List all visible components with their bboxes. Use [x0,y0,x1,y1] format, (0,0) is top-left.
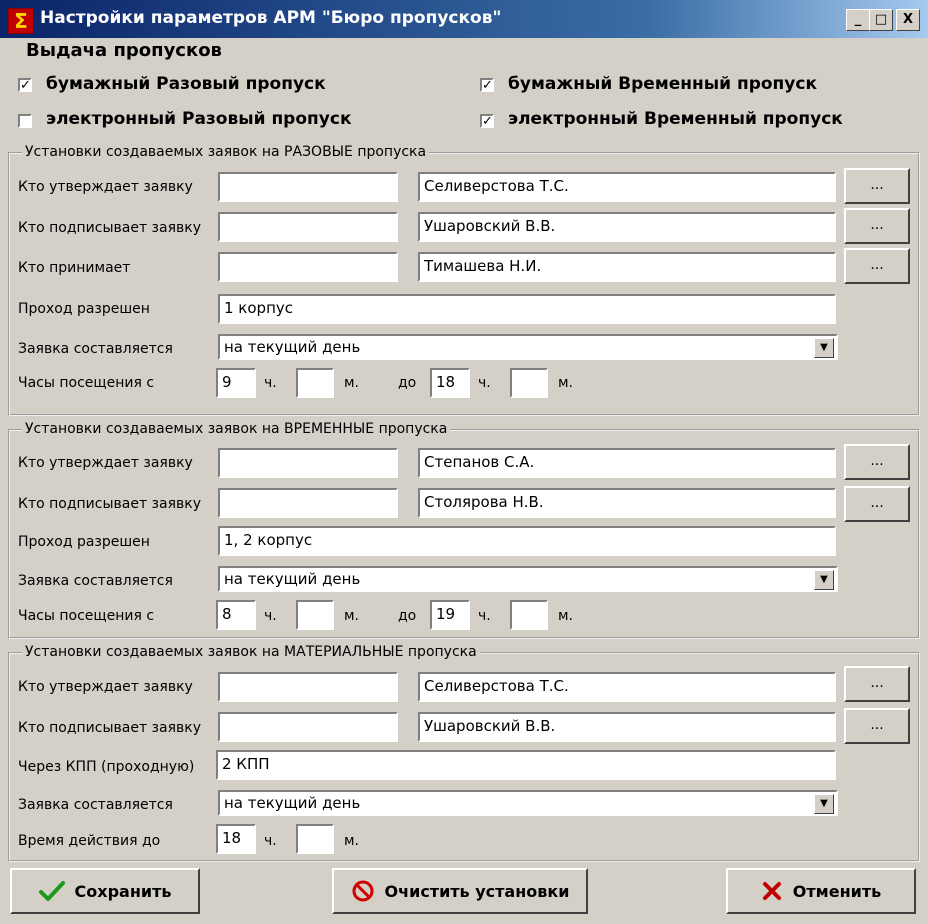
hours-label: Часы посещения с [18,375,155,391]
kpp-input[interactable]: 2 КПП [216,750,836,780]
from-hour-input[interactable]: 9 [216,368,256,398]
approver-browse-button[interactable]: ... [844,168,910,204]
checkbox-paper-temporary[interactable] [480,78,494,92]
approver-code-input[interactable] [218,172,398,202]
check-mark-icon: ✓ [20,78,31,93]
minute-unit: м. [558,375,574,391]
hour-unit: ч. [478,608,491,624]
window-title: Настройки параметров АРМ "Бюро пропусков" [40,8,502,28]
save-button[interactable] [10,868,200,914]
cancel-button-label: Отменить [792,881,882,901]
composed-label: Заявка составляется [18,341,173,357]
approver-code-input[interactable] [218,672,398,702]
hour-unit: ч. [264,375,277,391]
acceptor-code-input[interactable] [218,252,398,282]
issue-heading: Выдача пропусков [26,40,222,61]
temporary-pass-group-title: Установки создаваемых заявок на ВРЕМЕННЫЕ пропуска [22,421,450,437]
close-icon [761,880,783,902]
signs-label: Кто подписывает заявку [18,220,201,236]
signs-label: Кто подписывает заявку [18,720,201,736]
composed-select[interactable] [218,334,838,360]
signer-browse-button[interactable]: ... [844,708,910,744]
clear-settings-button[interactable] [332,868,588,914]
composed-select-value: на текущий день [224,794,361,812]
from-hour-input[interactable]: 8 [216,600,256,630]
clear-settings-button-label: Очистить установки [384,881,570,901]
approver-browse-button[interactable]: ... [844,444,910,480]
check-mark-icon: ✓ [482,78,493,93]
acceptor-browse-button[interactable]: ... [844,248,910,284]
signer-code-input[interactable] [218,712,398,742]
checkbox-electronic-single[interactable] [18,114,32,128]
checkbox-electronic-temporary[interactable] [480,114,494,128]
signer-code-input[interactable] [218,488,398,518]
via-kpp-label: Через КПП (проходную) [18,759,195,775]
signs-label: Кто подписывает заявку [18,496,201,512]
access-input[interactable]: 1, 2 корпус [218,526,836,556]
to-label: до [398,375,417,391]
close-button[interactable]: X [896,9,920,31]
material-pass-group-title: Установки создаваемых заявок на МАТЕРИАЛЬНЫЕ пропуска [22,644,480,660]
approver-name-input[interactable]: Степанов С.А. [418,448,836,478]
signer-code-input[interactable] [218,212,398,242]
signer-name-input[interactable]: Ушаровский В.В. [418,212,836,242]
from-minute-input[interactable] [296,368,334,398]
minute-unit: м. [344,608,360,624]
to-hour-input[interactable]: 19 [430,600,470,630]
from-minute-input[interactable] [296,600,334,630]
minimize-button[interactable]: _ [846,9,870,31]
hours-label: Часы посещения с [18,608,155,624]
cancel-button[interactable] [726,868,916,914]
checkbox-label: электронный Временный пропуск [508,109,843,129]
composed-select[interactable] [218,566,838,592]
access-label: Проход разрешен [18,301,150,317]
composed-label: Заявка составляется [18,573,173,589]
checkbox-label: бумажный Временный пропуск [508,74,817,94]
checkbox-label: бумажный Разовый пропуск [46,74,326,94]
signer-browse-button[interactable]: ... [844,486,910,522]
chevron-down-icon[interactable]: ▼ [814,794,834,814]
maximize-button[interactable]: □ [869,9,893,31]
chevron-down-icon[interactable]: ▼ [814,570,834,590]
hour-unit: ч. [264,833,277,849]
access-label: Проход разрешен [18,534,150,550]
hour-unit: ч. [264,608,277,624]
composed-select-value: на текущий день [224,570,361,588]
approver-browse-button[interactable]: ... [844,666,910,702]
approves-label: Кто утверждает заявку [18,455,193,471]
checkbox-label: электронный Разовый пропуск [46,109,352,129]
composed-select[interactable] [218,790,838,816]
to-label: до [398,608,417,624]
single-pass-group-title: Установки создаваемых заявок на РАЗОВЫЕ пропуска [22,144,429,160]
check-mark-icon: ✓ [482,114,493,129]
approver-name-input[interactable]: Селиверстова Т.С. [418,172,836,202]
chevron-down-icon[interactable]: ▼ [814,338,834,358]
approver-name-input[interactable]: Селиверстова Т.С. [418,672,836,702]
signer-name-input[interactable]: Столярова Н.В. [418,488,836,518]
sigma-app-icon: Σ [8,8,34,34]
valid-until-label: Время действия до [18,833,161,849]
approves-label: Кто утверждает заявку [18,679,193,695]
save-button-label: Сохранить [74,881,172,901]
checkbox-paper-single[interactable] [18,78,32,92]
minute-unit: м. [558,608,574,624]
accepts-label: Кто принимает [18,260,131,276]
approves-label: Кто утверждает заявку [18,179,193,195]
until-minute-input[interactable] [296,824,334,854]
access-input[interactable]: 1 корпус [218,294,836,324]
signer-name-input[interactable]: Ушаровский В.В. [418,712,836,742]
to-hour-input[interactable]: 18 [430,368,470,398]
until-hour-input[interactable]: 18 [216,824,256,854]
to-minute-input[interactable] [510,600,548,630]
acceptor-name-input[interactable]: Тимашева Н.И. [418,252,836,282]
minute-unit: м. [344,833,360,849]
check-icon [39,880,65,902]
approver-code-input[interactable] [218,448,398,478]
composed-select-value: на текущий день [224,338,361,356]
minute-unit: м. [344,375,360,391]
hour-unit: ч. [478,375,491,391]
no-entry-icon [351,879,375,903]
composed-label: Заявка составляется [18,797,173,813]
to-minute-input[interactable] [510,368,548,398]
signer-browse-button[interactable]: ... [844,208,910,244]
